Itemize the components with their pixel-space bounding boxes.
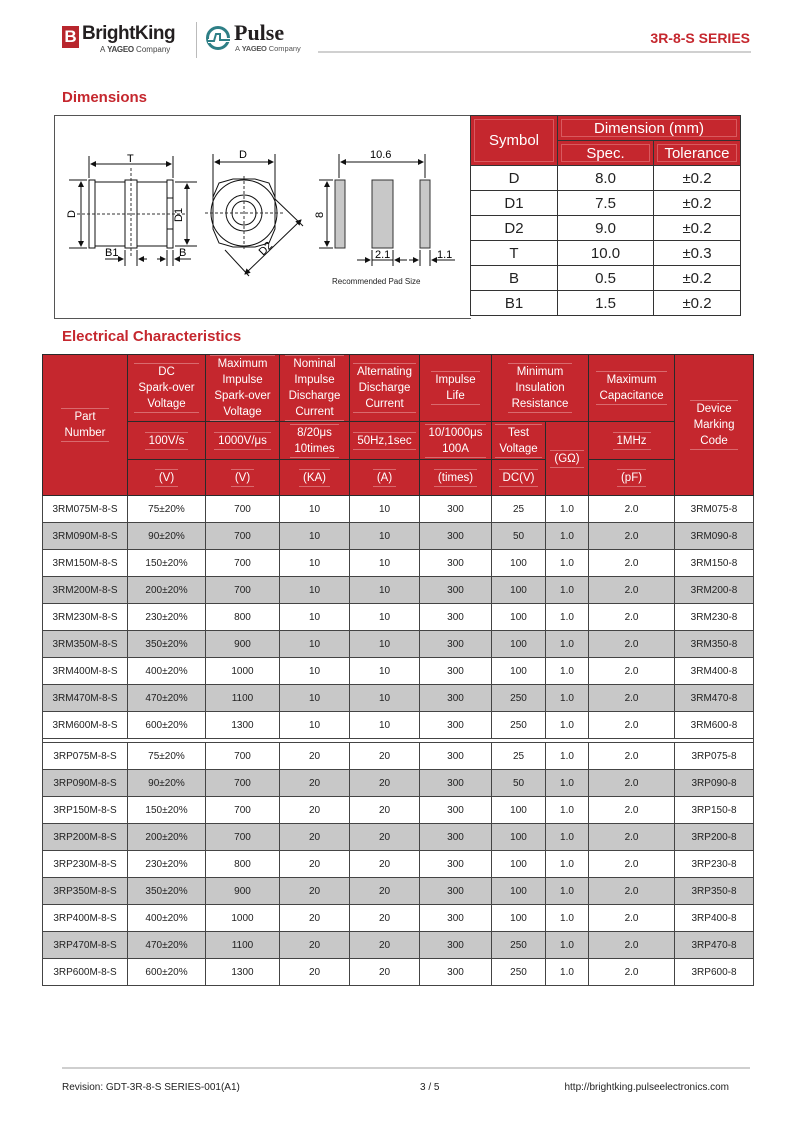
dimension-drawing (54, 115, 471, 319)
cell-ir: 1.0 (546, 577, 589, 604)
cell-test-v: 100 (492, 550, 546, 577)
cell-test-v: 100 (492, 824, 546, 851)
cell-part: 3RM150M-8-S (43, 550, 128, 577)
cell-alt: 10 (350, 496, 420, 523)
cell-ir: 1.0 (546, 685, 589, 712)
cell-cap: 2.0 (589, 905, 675, 932)
cell-ir: 1.0 (546, 523, 589, 550)
col-impulse-spark-over: Maximum Impulse Spark-over Voltage (206, 355, 280, 422)
cell-test-v: 50 (492, 523, 546, 550)
footer-url[interactable]: http://brightking.pulseelectronics.com (564, 1082, 729, 1093)
cell-nom: 10 (280, 604, 350, 631)
cell-nom: 20 (280, 959, 350, 986)
brightking-logo-name: BrightKing (82, 23, 176, 44)
table-row (43, 631, 754, 658)
cell-dc: 230±20% (128, 604, 206, 631)
dimension-symbol: D2 (471, 216, 558, 241)
cell-life: 300 (420, 685, 492, 712)
cell-cap: 2.0 (589, 932, 675, 959)
cell-imp: 700 (206, 577, 280, 604)
cell-imp: 1100 (206, 932, 280, 959)
cell-life: 300 (420, 496, 492, 523)
header-rule (318, 51, 751, 53)
cell-life: 300 (420, 959, 492, 986)
cell-cap: 2.0 (589, 797, 675, 824)
logo-sub-prefix: A (235, 44, 240, 53)
cell-imp: 800 (206, 604, 280, 631)
cell-cap: 2.0 (589, 851, 675, 878)
cell-alt: 10 (350, 577, 420, 604)
cell-cap: 2.0 (589, 712, 675, 739)
cell-test-v: 250 (492, 959, 546, 986)
cell-life: 300 (420, 932, 492, 959)
cond-nominal: 8/20μs 10times (280, 422, 350, 460)
dimension-tolerance: ±0.2 (654, 216, 741, 241)
cell-test-v: 100 (492, 577, 546, 604)
table-row (43, 878, 754, 905)
brightking-logo-mark: B (62, 26, 79, 48)
electrical-table (42, 354, 754, 986)
cell-test-v: 250 (492, 712, 546, 739)
label-pad-center: 2.1 (375, 249, 391, 261)
cell-alt: 20 (350, 905, 420, 932)
cell-part: 3RP400M-8-S (43, 905, 128, 932)
dimension-symbol: B1 (471, 291, 558, 316)
cell-alt: 10 (350, 631, 420, 658)
cell-nom: 20 (280, 824, 350, 851)
cell-alt: 10 (350, 604, 420, 631)
unit-capacitance: (pF) (589, 460, 675, 496)
cell-part: 3RP150M-8-S (43, 797, 128, 824)
cell-mark: 3RM600-8 (675, 712, 754, 739)
logo-sub-suffix: Company (136, 45, 171, 54)
label-pad-side: 1.1 (437, 249, 453, 261)
cell-life: 300 (420, 631, 492, 658)
unit-alternating: (A) (350, 460, 420, 496)
cell-part: 3RM075M-8-S (43, 496, 128, 523)
cell-alt: 10 (350, 523, 420, 550)
cell-mark: 3RP400-8 (675, 905, 754, 932)
cell-dc: 350±20% (128, 631, 206, 658)
dimensions-title: Dimensions (62, 89, 148, 106)
cell-test-v: 25 (492, 496, 546, 523)
dimension-drawing-svg (55, 116, 471, 318)
cell-dc: 470±20% (128, 932, 206, 959)
cell-alt: 20 (350, 770, 420, 797)
cell-mark: 3RM230-8 (675, 604, 754, 631)
cell-dc: 400±20% (128, 658, 206, 685)
cell-mark: 3RM200-8 (675, 577, 754, 604)
table-row (43, 685, 754, 712)
table-row (43, 577, 754, 604)
cell-life: 300 (420, 604, 492, 631)
cell-test-v: 100 (492, 604, 546, 631)
cell-part: 3RM230M-8-S (43, 604, 128, 631)
cell-imp: 1000 (206, 658, 280, 685)
cell-mark: 3RM150-8 (675, 550, 754, 577)
cell-ir: 1.0 (546, 932, 589, 959)
cell-dc: 400±20% (128, 905, 206, 932)
cell-life: 300 (420, 770, 492, 797)
cell-test-v: 250 (492, 685, 546, 712)
table-row (43, 712, 754, 739)
cell-life: 300 (420, 743, 492, 770)
cell-mark: 3RM075-8 (675, 496, 754, 523)
cell-alt: 10 (350, 550, 420, 577)
label-B: B (179, 247, 187, 259)
cell-mark: 3RP090-8 (675, 770, 754, 797)
cell-ir: 1.0 (546, 905, 589, 932)
cell-part: 3RM350M-8-S (43, 631, 128, 658)
cell-cap: 2.0 (589, 631, 675, 658)
cell-nom: 20 (280, 770, 350, 797)
dimension-spec: 8.0 (558, 166, 654, 191)
cell-alt: 20 (350, 743, 420, 770)
logo-sub-suffix: Company (268, 44, 301, 53)
cell-part: 3RM470M-8-S (43, 685, 128, 712)
cond-capacitance: 1MHz (589, 422, 675, 460)
cell-test-v: 100 (492, 851, 546, 878)
unit-test-voltage: DC(V) (492, 460, 546, 496)
cell-alt: 10 (350, 712, 420, 739)
cell-cap: 2.0 (589, 658, 675, 685)
cell-dc: 350±20% (128, 878, 206, 905)
cell-life: 300 (420, 851, 492, 878)
cell-imp: 700 (206, 797, 280, 824)
series-title: 3R-8-S SERIES (650, 30, 750, 46)
cell-test-v: 25 (492, 743, 546, 770)
table-row (43, 550, 754, 577)
col-tolerance: Tolerance (654, 141, 741, 166)
cell-alt: 20 (350, 851, 420, 878)
table-row (43, 932, 754, 959)
cell-ir: 1.0 (546, 743, 589, 770)
logo-sub-prefix: A (100, 45, 105, 54)
cell-ir: 1.0 (546, 496, 589, 523)
cell-imp: 700 (206, 523, 280, 550)
cell-imp: 1000 (206, 905, 280, 932)
footer-rule (62, 1067, 750, 1069)
cell-cap: 2.0 (589, 770, 675, 797)
cell-nom: 20 (280, 743, 350, 770)
col-dc-spark-over: DC Spark-over Voltage (128, 355, 206, 422)
logo-divider (196, 22, 197, 58)
col-impulse-life: Impulse Life (420, 355, 492, 422)
cell-alt: 20 (350, 797, 420, 824)
table-row (43, 959, 754, 986)
cell-nom: 20 (280, 851, 350, 878)
pulse-logo-subtitle (235, 44, 301, 53)
cell-cap: 2.0 (589, 604, 675, 631)
cell-alt: 10 (350, 658, 420, 685)
table-row (43, 824, 754, 851)
cell-part: 3RP470M-8-S (43, 932, 128, 959)
label-pad-total: 10.6 (370, 149, 392, 161)
dimension-tolerance: ±0.3 (654, 241, 741, 266)
label-pad-height: 8 (314, 211, 326, 218)
cell-dc: 150±20% (128, 550, 206, 577)
cell-test-v: 50 (492, 770, 546, 797)
cell-dc: 600±20% (128, 959, 206, 986)
cell-imp: 1300 (206, 712, 280, 739)
cell-mark: 3RP075-8 (675, 743, 754, 770)
col-symbol: Symbol (471, 116, 558, 166)
cond-test-voltage: Test Voltage (492, 422, 546, 460)
col-spec: Spec. (558, 141, 654, 166)
unit-insulation: (GΩ) (546, 422, 589, 496)
dimension-symbol: B (471, 266, 558, 291)
cell-test-v: 100 (492, 878, 546, 905)
cell-ir: 1.0 (546, 878, 589, 905)
dimension-spec: 10.0 (558, 241, 654, 266)
cell-ir: 1.0 (546, 712, 589, 739)
table-row (43, 743, 754, 770)
col-dimension: Dimension (mm) (558, 116, 741, 141)
table-row (43, 523, 754, 550)
label-D-side: D (66, 210, 78, 218)
cell-ir: 1.0 (546, 604, 589, 631)
dimension-row (471, 266, 741, 291)
electrical-title: Electrical Characteristics (62, 328, 242, 345)
cell-test-v: 100 (492, 905, 546, 932)
cell-nom: 10 (280, 496, 350, 523)
cell-imp: 700 (206, 770, 280, 797)
cell-life: 300 (420, 658, 492, 685)
col-alternating-discharge: Alternating Discharge Current (350, 355, 420, 422)
cell-life: 300 (420, 577, 492, 604)
cell-life: 300 (420, 824, 492, 851)
cell-mark: 3RP470-8 (675, 932, 754, 959)
cell-imp: 700 (206, 496, 280, 523)
cell-part: 3RP200M-8-S (43, 824, 128, 851)
pad-layout (335, 180, 430, 248)
cell-alt: 20 (350, 824, 420, 851)
footer-page-number: 3 / 5 (420, 1082, 440, 1093)
cell-dc: 75±20% (128, 743, 206, 770)
cell-cap: 2.0 (589, 577, 675, 604)
table-row (43, 851, 754, 878)
cell-cap: 2.0 (589, 523, 675, 550)
cell-part: 3RP230M-8-S (43, 851, 128, 878)
cell-imp: 900 (206, 878, 280, 905)
dimension-spec: 9.0 (558, 216, 654, 241)
cell-part: 3RP600M-8-S (43, 959, 128, 986)
cell-life: 300 (420, 905, 492, 932)
cell-imp: 700 (206, 824, 280, 851)
unit-dc: (V) (128, 460, 206, 496)
col-nominal-discharge: Nominal Impulse Discharge Current (280, 355, 350, 422)
cell-dc: 600±20% (128, 712, 206, 739)
label-D1: D1 (173, 207, 185, 222)
col-part-number: Part Number (43, 355, 128, 496)
dimension-spec: 7.5 (558, 191, 654, 216)
dimension-row (471, 166, 741, 191)
cell-cap: 2.0 (589, 550, 675, 577)
brightking-logo-subtitle (100, 45, 170, 54)
footer-revision: Revision: GDT-3R-8-S SERIES-001(A1) (62, 1082, 240, 1093)
cell-alt: 20 (350, 878, 420, 905)
cell-ir: 1.0 (546, 770, 589, 797)
cell-mark: 3RM400-8 (675, 658, 754, 685)
table-row (43, 658, 754, 685)
cell-ir: 1.0 (546, 851, 589, 878)
cell-alt: 10 (350, 685, 420, 712)
cell-ir: 1.0 (546, 658, 589, 685)
cell-alt: 20 (350, 932, 420, 959)
cell-ir: 1.0 (546, 959, 589, 986)
cond-impulse-spark: 1000V/μs (206, 422, 280, 460)
pulse-logo-name: Pulse (234, 20, 285, 45)
cell-imp: 700 (206, 550, 280, 577)
cell-ir: 1.0 (546, 550, 589, 577)
unit-nominal: (KA) (280, 460, 350, 496)
unit-impulse-spark: (V) (206, 460, 280, 496)
table-row (43, 770, 754, 797)
cell-nom: 20 (280, 878, 350, 905)
cell-life: 300 (420, 712, 492, 739)
cell-part: 3RP075M-8-S (43, 743, 128, 770)
dimension-symbol: D (471, 166, 558, 191)
cell-life: 300 (420, 523, 492, 550)
dimension-tolerance: ±0.2 (654, 166, 741, 191)
label-B1: B1 (105, 247, 119, 259)
logo-sub-brand: YAGEO (107, 45, 134, 54)
dimension-row (471, 191, 741, 216)
label-D2: D2 (256, 239, 276, 259)
cell-nom: 10 (280, 685, 350, 712)
cell-cap: 2.0 (589, 743, 675, 770)
dimension-row (471, 241, 741, 266)
cell-part: 3RM090M-8-S (43, 523, 128, 550)
table-row (43, 604, 754, 631)
cell-ir: 1.0 (546, 824, 589, 851)
pad-caption: Recommended Pad Size (332, 277, 421, 286)
cell-cap: 2.0 (589, 878, 675, 905)
cell-imp: 800 (206, 851, 280, 878)
cell-life: 300 (420, 550, 492, 577)
cell-dc: 200±20% (128, 577, 206, 604)
cell-dc: 90±20% (128, 770, 206, 797)
cell-dc: 200±20% (128, 824, 206, 851)
cell-mark: 3RM090-8 (675, 523, 754, 550)
dimension-table (470, 115, 741, 316)
table-row (43, 797, 754, 824)
cell-dc: 90±20% (128, 523, 206, 550)
dimension-row (471, 291, 741, 316)
cell-dc: 470±20% (128, 685, 206, 712)
col-capacitance: Maximum Capacitance (589, 355, 675, 422)
cell-mark: 3RM470-8 (675, 685, 754, 712)
cell-nom: 10 (280, 712, 350, 739)
logo-sub-brand: YAGEO (241, 44, 267, 53)
cond-dc: 100V/s (128, 422, 206, 460)
cell-mark: 3RP150-8 (675, 797, 754, 824)
col-marking-code: Device Marking Code (675, 355, 754, 496)
cell-alt: 20 (350, 959, 420, 986)
cell-nom: 20 (280, 797, 350, 824)
cell-life: 300 (420, 797, 492, 824)
cell-cap: 2.0 (589, 959, 675, 986)
table-row (43, 496, 754, 523)
label-T: T (127, 153, 134, 165)
col-insulation-resistance: Minimum Insulation Resistance (492, 355, 589, 422)
cell-imp: 900 (206, 631, 280, 658)
cell-part: 3RM200M-8-S (43, 577, 128, 604)
cell-mark: 3RP230-8 (675, 851, 754, 878)
cell-nom: 10 (280, 577, 350, 604)
cell-nom: 10 (280, 523, 350, 550)
cell-dc: 230±20% (128, 851, 206, 878)
cell-ir: 1.0 (546, 631, 589, 658)
cell-part: 3RM400M-8-S (43, 658, 128, 685)
pulse-logo-icon (205, 26, 233, 50)
cell-nom: 10 (280, 631, 350, 658)
table-row (43, 905, 754, 932)
dimension-row (471, 216, 741, 241)
cell-cap: 2.0 (589, 824, 675, 851)
cell-dc: 75±20% (128, 496, 206, 523)
cell-part: 3RP350M-8-S (43, 878, 128, 905)
cell-test-v: 250 (492, 932, 546, 959)
label-D-front: D (239, 149, 247, 161)
cell-mark: 3RP350-8 (675, 878, 754, 905)
cell-ir: 1.0 (546, 797, 589, 824)
cell-nom: 10 (280, 658, 350, 685)
cell-nom: 10 (280, 550, 350, 577)
cell-mark: 3RM350-8 (675, 631, 754, 658)
cell-part: 3RP090M-8-S (43, 770, 128, 797)
cell-imp: 700 (206, 743, 280, 770)
cell-life: 300 (420, 878, 492, 905)
dimension-tolerance: ±0.2 (654, 191, 741, 216)
cell-dc: 150±20% (128, 797, 206, 824)
cell-test-v: 100 (492, 797, 546, 824)
dimension-spec: 1.5 (558, 291, 654, 316)
cell-part: 3RM600M-8-S (43, 712, 128, 739)
dimension-symbol: T (471, 241, 558, 266)
unit-life: (times) (420, 460, 492, 496)
cell-imp: 1100 (206, 685, 280, 712)
cond-life: 10/1000μs 100A (420, 422, 492, 460)
cell-cap: 2.0 (589, 685, 675, 712)
cell-nom: 20 (280, 905, 350, 932)
cell-mark: 3RP600-8 (675, 959, 754, 986)
cell-mark: 3RP200-8 (675, 824, 754, 851)
dimension-tolerance: ±0.2 (654, 266, 741, 291)
dimension-symbol: D1 (471, 191, 558, 216)
cell-test-v: 100 (492, 658, 546, 685)
dimension-spec: 0.5 (558, 266, 654, 291)
cell-nom: 20 (280, 932, 350, 959)
dimension-tolerance: ±0.2 (654, 291, 741, 316)
cell-imp: 1300 (206, 959, 280, 986)
cell-cap: 2.0 (589, 496, 675, 523)
cell-test-v: 100 (492, 631, 546, 658)
cond-alternating: 50Hz,1sec (350, 422, 420, 460)
